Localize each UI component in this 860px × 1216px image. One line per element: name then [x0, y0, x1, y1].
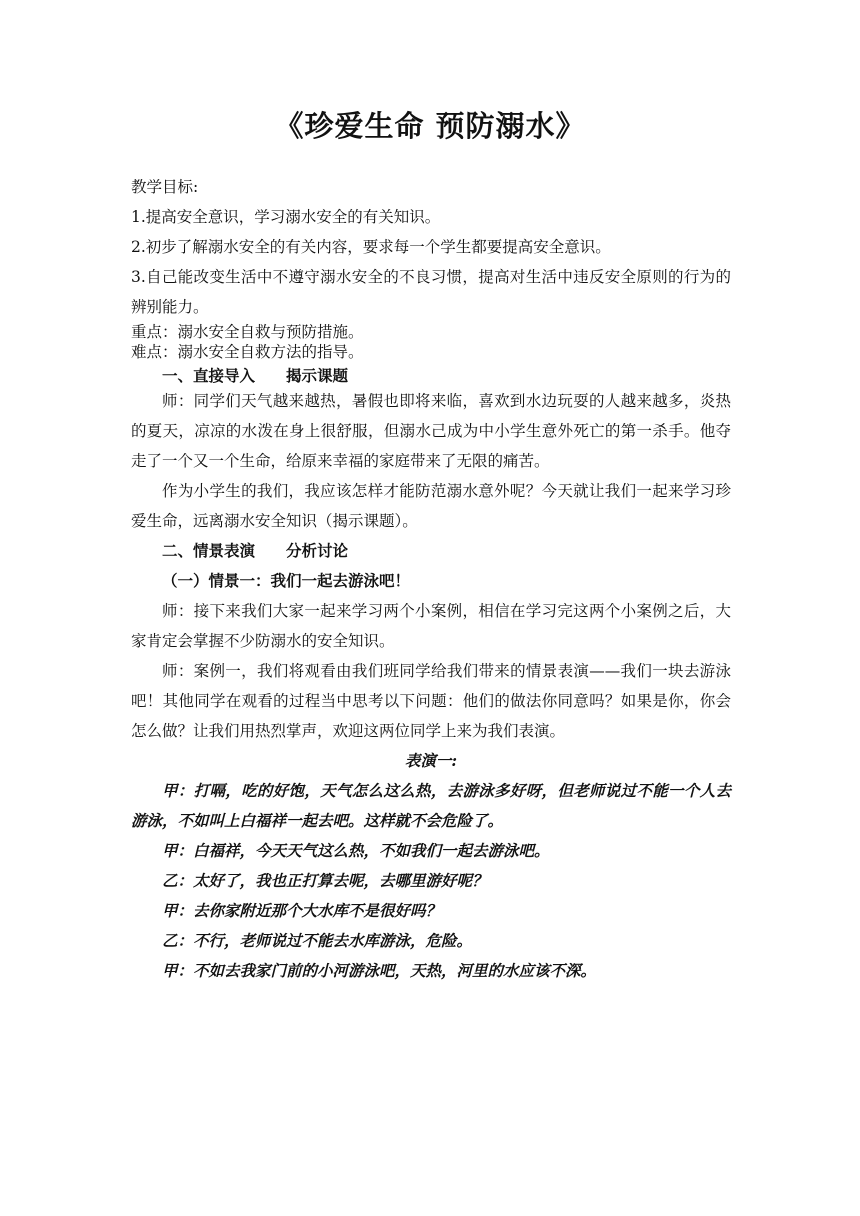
objective-item: 2.初步了解溺水安全的有关内容，要求每一个学生都要提高安全意识。 — [131, 238, 611, 256]
objective-item: 1.提高安全意识，学习溺水安全的有关知识。 — [131, 208, 441, 226]
section-heading: 一、直接导入 揭示课题 — [162, 367, 349, 385]
key-point: 重点：溺水安全自救与预防措施。 — [131, 323, 364, 341]
section-heading: 二、情景表演 分析讨论 — [162, 542, 349, 560]
dialogue-line: 甲：不如去我家门前的小河游泳吧，天热，河里的水应该不深。 — [162, 961, 597, 980]
dialogue-line: 甲：白福祥，今天天气这么热，不如我们一起去游泳吧。 — [162, 841, 550, 860]
paragraph: 作为小学生的我们，我应该怎样才能防范溺水意外呢？今天就让我们一起来学习珍爱生命，远离溺水安全知识（揭示课题）。 — [131, 482, 731, 530]
dialogue-line: 甲：打嗝，吃的好饱，天气怎么这么热，去游泳多好呀，但老师说过不能一个人去游泳，不如叫上白福祥一起去吧。这样就不会危险了。 — [131, 781, 731, 830]
performance-heading: 表演一: — [404, 751, 458, 770]
difficult-point: 难点：溺水安全自救方法的指导。 — [131, 343, 364, 361]
paragraph: 师：接下来我们大家一起来学习两个小案例，相信在学习完这两个小案例之后，大家肯定会掌握不少防溺水的安全知识。 — [131, 602, 731, 650]
scene-heading: （一）情景一：我们一起去游泳吧！ — [162, 572, 411, 590]
dialogue-line: 甲：去你家附近那个大水库不是很好吗？ — [162, 901, 442, 920]
paragraph: 师：案例一，我们将观看由我们班同学给我们带来的情景表演——我们一块去游泳吧！其他同学在观看的过程当中思考以下问题：他们的做法你同意吗？如果是你，你会怎么做？让我们用热烈掌声，欢迎这两位同学上来为我们表演。 — [131, 662, 731, 740]
dialogue-line: 乙：不行，老师说过不能去水库游泳，危险。 — [162, 931, 473, 950]
paragraph: 师：同学们天气越来越热，暑假也即将来临，喜欢到水边玩耍的人越来越多，炎热的夏天，凉凉的水泼在身上很舒服，但溺水己成为中小学生意外死亡的第一杀手。他夺走了一个又一个生命，给原来幸福的家庭带来了无限的痛苦。 — [131, 392, 731, 470]
document-body — [131, 172, 731, 986]
objectives-heading: 教学目标: — [131, 178, 199, 196]
page-title: 《珍爱生命 预防溺水》 — [274, 109, 586, 143]
dialogue-line: 乙：太好了，我也正打算去呢，去哪里游好呢？ — [162, 871, 488, 890]
objective-item: 3.自己能改变生活中不遵守溺水安全的不良习惯，提高对生活中违反安全原则的行为的辨别能力。 — [131, 268, 731, 316]
